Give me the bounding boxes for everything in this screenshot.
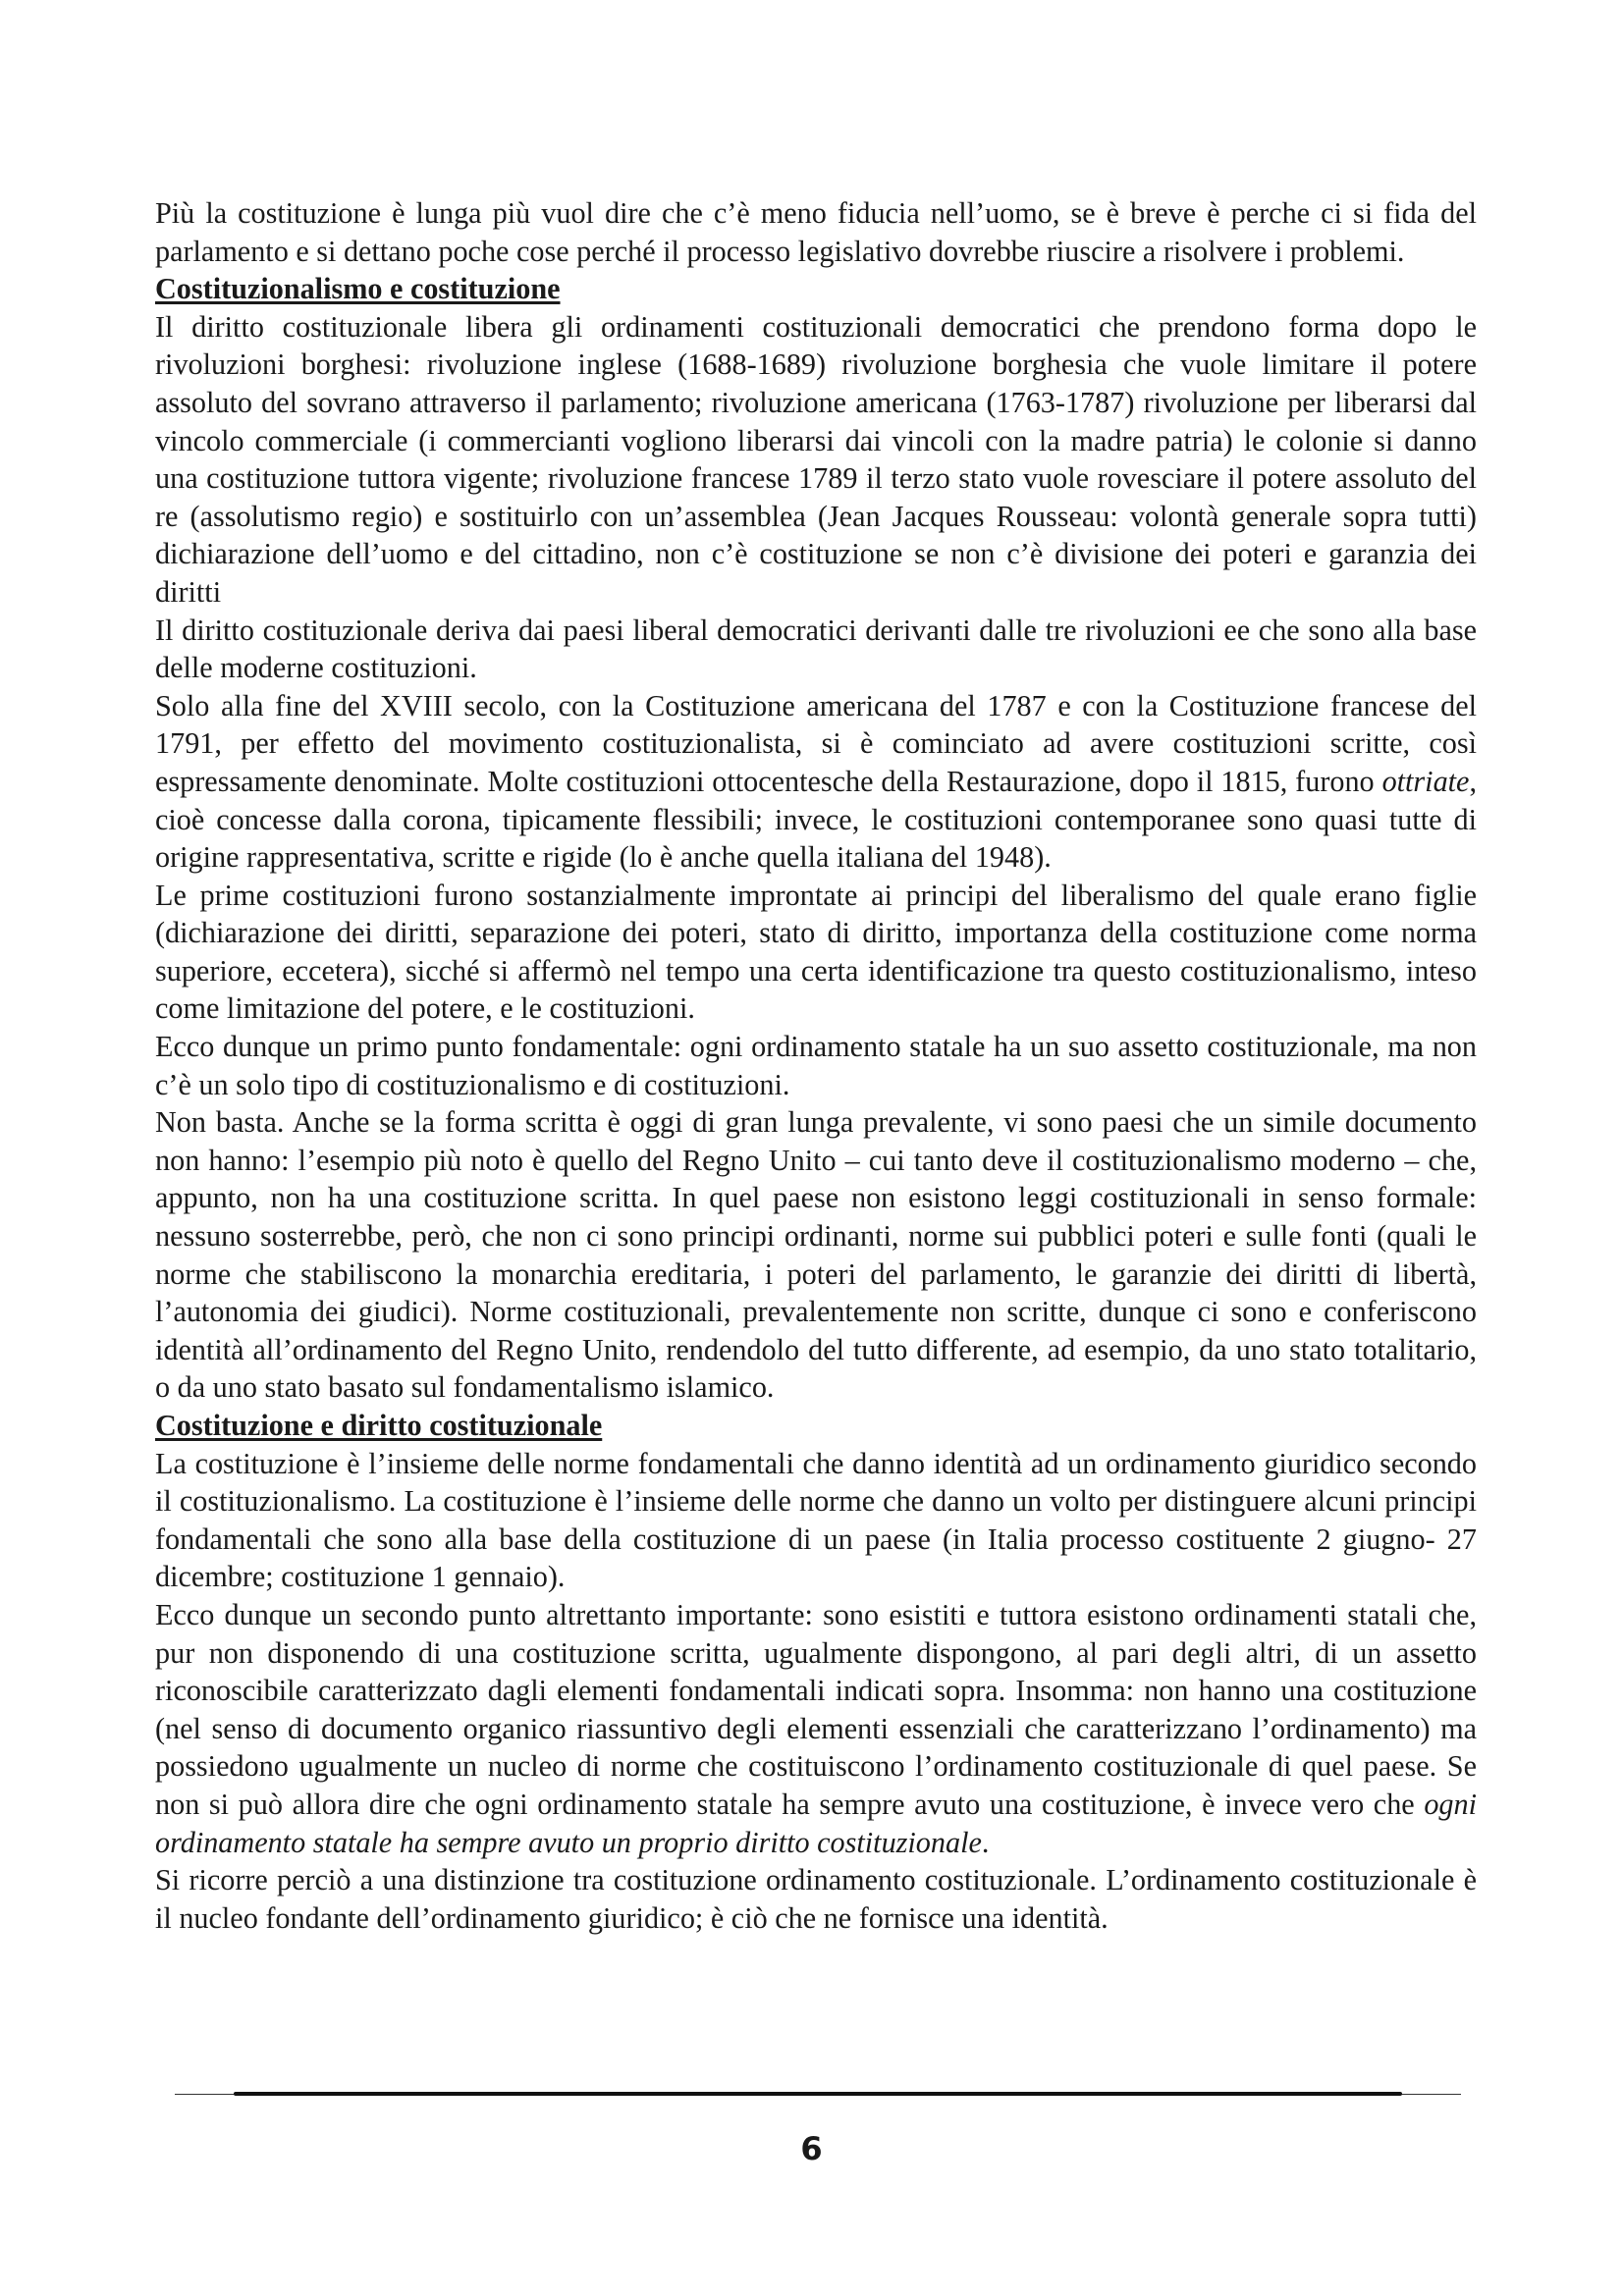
paragraph-rivoluzioni: Il diritto costituzionale libera gli ordinamenti costituzionali democratici che prendono forma dopo le rivoluzioni borghesi: rivoluzione inglese (1688-1689) rivoluzione borghesia che vuole limitare il potere assoluto del sovrano attraverso il parlamento; rivoluzione americana (1763-1787) rivoluzione per liberarsi dal vincolo commerciale (i commercianti vogliono liberarsi dai vincoli con la madre patria) le colonie si danno una costituzione tuttora vigente; rivoluzione francese 1789 il terzo stato vuole rovesciare il potere assoluto del re (assolutismo regio) e sostituirlo con un’assemblea (Jean Jacques Rousseau: volontà generale sopra tutti) dichiarazione dell’uomo e del cittadino, non c’è costituzione se non c’è divisione dei poteri e garanzia dei diritti (155, 309, 1477, 609)
document-body (155, 194, 1477, 1937)
paragraph-secondo-punto (155, 1596, 1477, 1861)
italic-diritto-costituzionale: ogni ordinamento statale ha sempre avuto un proprio diritto costituzionale (155, 1787, 1477, 1859)
paragraph-liberalismo: Le prime costituzioni furono sostanzialmente improntate ai principi del liberalismo del quale erano figlie (dichiarazione dei diritti, separazione dei poteri, stato di diritto, importanza della costituzione come norma superiore, eccetera), sicché si affermò nel tempo una certa identificazione tra questo costituzionalismo, inteso come limitazione del potere, e le costituzioni. (155, 878, 1477, 1026)
paragraph-costituzioni-scritte-text-2: , cioè concesse dalla corona, tipicamente flessibili; invece, le costituzioni contemporanee sono quasi tutte di origine rappresentativa, scritte e rigide (lo è anche quella italiana del 1948). (155, 764, 1477, 875)
paragraph-costituzioni-scritte-text-1: Solo alla fine del XVIII secolo, con la Costituzione americana del 1787 e con la Costituzione francese del 1791, per effetto del movimento costituzionalista, si è cominciato ad avere costituzioni scritte, così espressamente denominate. Molte costituzioni ottocentesche della Restaurazione, dopo il 1815, furono (155, 688, 1477, 798)
section-heading-diritto-costituzionale: Costituzione e diritto costituzionale (155, 1409, 603, 1442)
paragraph-definizione-costituzione: La costituzione è l’insieme delle norme fondamentali che danno identità ad un ordinamento giuridico secondo il costituzionalismo. La costituzione è l’insieme delle norme che danno un volto per distinguere alcuni principi fondamentali che sono alla base della costituzione di un paese (in Italia processo costituente 2 giugno- 27 dicembre; costituzione 1 gennaio). (155, 1446, 1477, 1594)
page-number: 6 (800, 2130, 823, 2167)
intro-paragraph: Più la costituzione è lunga più vuol dire che c’è meno fiducia nell’uomo, se è breve è perche ci si fida del parlamento e si dettano poche cose perché il processo legislativo dovrebbe riuscire a risolvere i problemi. (155, 196, 1477, 268)
italic-ottriate: ottriate (1381, 764, 1470, 798)
paragraph-liberal-democratici: Il diritto costituzionale deriva dai paesi liberal democratici derivanti dalle tre rivoluzioni ee che sono alla base delle moderne costituzioni. (155, 613, 1477, 685)
paragraph-secondo-punto-text-2: . (981, 1825, 990, 1859)
paragraph-distinzione: Si ricorre perciò a una distinzione tra costituzione ordinamento costituzionale. L’ordinamento costituzionale è il nucleo fondante dell’ordinamento giuridico; è ciò che ne fornisce una identità. (155, 1863, 1477, 1935)
footer-divider-thick-line (234, 2092, 1402, 2096)
paragraph-regno-unito: Non basta. Anche se la forma scritta è oggi di gran lunga prevalente, vi sono paesi che un simile documento non hanno: l’esempio più noto è quello del Regno Unito – cui tanto deve il costituzionalismo moderno – che, appunto, non ha una costituzione scritta. In quel paese non esistono leggi costituzionali in senso formale: nessuno sosterrebbe, però, che non ci sono principi ordinanti, norme sui pubblici poteri e sulle fonti (quali le norme che stabiliscono la monarchia ereditaria, i poteri del parlamento, le garanzie dei diritti di libertà, l’autonomia dei giudici). Norme costituzionali, prevalentemente non scritte, dunque ci sono e conferiscono identità all’ordinamento del Regno Unito, rendendolo del tutto differente, ad esempio, da uno stato totalitario, o da uno stato basato sul fondamentalismo islamico. (155, 1105, 1477, 1405)
paragraph-primo-punto: Ecco dunque un primo punto fondamentale: ogni ordinamento statale ha un suo assetto costituzionale, ma non c’è un solo tipo di costituzionalismo e di costituzioni. (155, 1030, 1477, 1101)
paragraph-secondo-punto-text-1: Ecco dunque un secondo punto altrettanto importante: sono esistiti e tuttora esistono ordinamenti statali che, pur non disponendo di una costituzione scritta, ugualmente dispongono, al pari degli altri, di un assetto riconoscibile caratterizzato dagli elementi fondamentali indicati sopra. Insomma: non hanno una costituzione (nel senso di documento organico riassuntivo degli elementi essenziali che caratterizzano l’ordinamento) ma possiedono ugualmente un nucleo di norme che costituiscono l’ordinamento costituzionale di quel paese. Se non si può allora dire che ogni ordinamento statale ha sempre avuto una costituzione, è invece vero che (155, 1597, 1477, 1821)
paragraph-costituzioni-scritte (155, 687, 1477, 877)
section-heading-costituzionalismo: Costituzionalismo e costituzione (155, 272, 561, 306)
footer-divider (175, 2091, 1461, 2099)
